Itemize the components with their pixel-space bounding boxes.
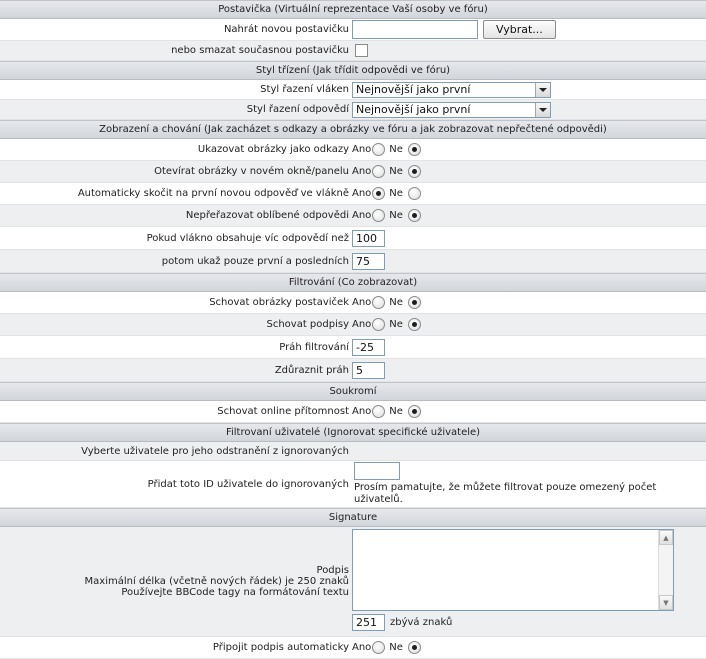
hide-avatars-yes-radio[interactable] [372,296,385,309]
scroll-down-icon[interactable]: ▼ [659,595,673,610]
hide-avatars-label: Schovat obrázky postaviček [209,297,349,308]
no-label: Ne [389,166,403,177]
thread-more-than-input[interactable]: 100 [352,230,385,247]
remove-ignored-label: Vyberte uživatele pro jeho odstranění z ignorovaných [81,445,349,457]
hide-signatures-yes-radio[interactable] [372,318,385,331]
images-as-links-yes-radio[interactable] [372,143,385,156]
signature-max-length-label: Maximální délka (včetně nových řádek) je 250 znaků [84,576,349,587]
jump-first-new-no-radio[interactable] [408,187,421,200]
no-label: Ne [389,406,403,417]
sort-section-header: Styl třízení (Jak třídit odpovědi ve fóru) [0,61,706,80]
ignore-user-id-input[interactable] [354,462,400,480]
jump-first-new-yes-radio[interactable] [372,187,385,200]
no-reorder-favorites-row [0,205,706,227]
attach-signature-label: Připojit podpis automaticky [212,642,349,653]
yes-label: Ano [352,188,372,199]
avatar-section-header: Postavička (Virtuální reprezentace Vaší osoby ve fóru) [0,0,706,19]
thread-more-than-row [0,227,706,250]
thread-sort-select[interactable]: Nejnovější jako první [352,82,551,98]
images-new-window-row [0,161,706,183]
avatar-upload-row [0,19,706,41]
signature-remaining-input: 251 [352,614,385,631]
attach-signature-yes-radio[interactable] [372,641,385,654]
hide-online-label: Schovat online přítomnost [217,406,349,417]
user-filter-section-header: Filtrovaní uživatelé (Ignorovat specifické uživatele) [0,423,706,442]
images-as-links-no-radio[interactable] [408,143,421,156]
ignore-limit-note: Prosím pamatujte, že můžete filtrovat pouze omezený počet uživatelů. [354,482,657,505]
signature-scrollbar[interactable] [658,530,673,610]
yes-label: Ano [352,406,372,417]
threshold-label: Práh filtrování [279,341,349,353]
avatar-delete-row [0,41,706,61]
thread-sort-label: Styl řazení vláken [260,84,349,95]
signature-title-label: Podpis [316,565,349,576]
signature-textarea[interactable] [352,529,674,611]
chevron-down-icon [535,103,550,117]
privacy-section-header: Soukromí [0,382,706,401]
add-ignored-row [0,461,706,508]
display-section-header: Zobrazení a chování (Jak zacházet s odkazy a obrázky ve fóru a jak zobrazovat nepřečtené odpovědi) [0,120,706,139]
no-reorder-favorites-yes-radio[interactable] [372,209,385,222]
highlight-input[interactable]: 5 [352,362,385,379]
avatar-delete-checkbox[interactable] [355,44,368,57]
highlight-row [0,359,706,382]
signature-row [0,527,706,637]
avatar-delete-label: nebo smazat současnou postavičku [171,45,349,56]
images-new-window-label: Otevírat obrázky v novém okně/panelu [154,166,349,177]
show-first-last-row [0,250,706,273]
reply-sort-label: Styl řazení odpovědí [246,104,349,115]
show-first-last-input[interactable]: 75 [352,253,385,270]
hide-online-no-radio[interactable] [408,405,421,418]
filter-section-header: Filtrování (Co zobrazovat) [0,273,706,292]
images-new-window-no-radio[interactable] [408,165,421,178]
signature-remaining-label: zbývá znaků [390,617,453,628]
thread-more-than-label: Pokud vlákno obsahuje víc odpovědí než [146,232,349,244]
hide-signatures-row [0,314,706,336]
jump-first-new-label: Automaticky skočit na první novou odpověď ve vlákně [77,188,349,199]
attach-signature-no-radio[interactable] [408,641,421,654]
reply-sort-select[interactable]: Nejnovější jako první [352,102,551,118]
yes-label: Ano [352,297,372,308]
remove-ignored-row [0,442,706,461]
images-new-window-yes-radio[interactable] [372,165,385,178]
no-label: Ne [389,319,403,330]
no-reorder-favorites-label: Nepřeřazovat oblíbené odpovědi [185,210,349,221]
hide-online-row [0,401,706,423]
add-ignored-label: Přidat toto ID uživatele do ignorovaných [147,478,349,490]
show-first-last-label: potom ukaž pouze první a posledních [161,255,349,267]
avatar-file-input[interactable] [352,20,478,39]
images-as-links-label: Ukazovat obrázky jako odkazy [197,144,349,155]
highlight-label: Zdůraznit práh [274,364,349,376]
no-label: Ne [389,144,403,155]
attach-signature-row [0,637,706,659]
hide-online-yes-radio[interactable] [372,405,385,418]
threshold-row [0,336,706,359]
browse-button[interactable]: Vybrat... [483,20,556,39]
yes-label: Ano [352,210,372,221]
no-label: Ne [389,642,403,653]
signature-section-header: Signature [0,508,706,527]
images-as-links-row [0,139,706,161]
signature-bbcode-label: Používejte BBCode tagy na formátování textu [121,587,349,598]
yes-label: Ano [352,642,372,653]
no-reorder-favorites-no-radio[interactable] [408,209,421,222]
no-label: Ne [389,210,403,221]
no-label: Ne [389,188,403,199]
jump-first-new-row [0,183,706,205]
hide-signatures-no-radio[interactable] [408,318,421,331]
yes-label: Ano [352,319,372,330]
thread-sort-row [0,80,706,100]
yes-label: Ano [352,166,372,177]
chevron-down-icon [535,83,550,97]
reply-sort-row [0,100,706,120]
hide-avatars-no-radio[interactable] [408,296,421,309]
hide-avatars-row [0,292,706,314]
threshold-input[interactable]: -25 [352,339,385,356]
yes-label: Ano [352,144,372,155]
hide-signatures-label: Schovat podpisy [266,319,349,330]
no-label: Ne [389,297,403,308]
scroll-up-icon[interactable]: ▲ [659,530,673,545]
avatar-upload-label: Nahrát novou postavičku [223,24,349,35]
